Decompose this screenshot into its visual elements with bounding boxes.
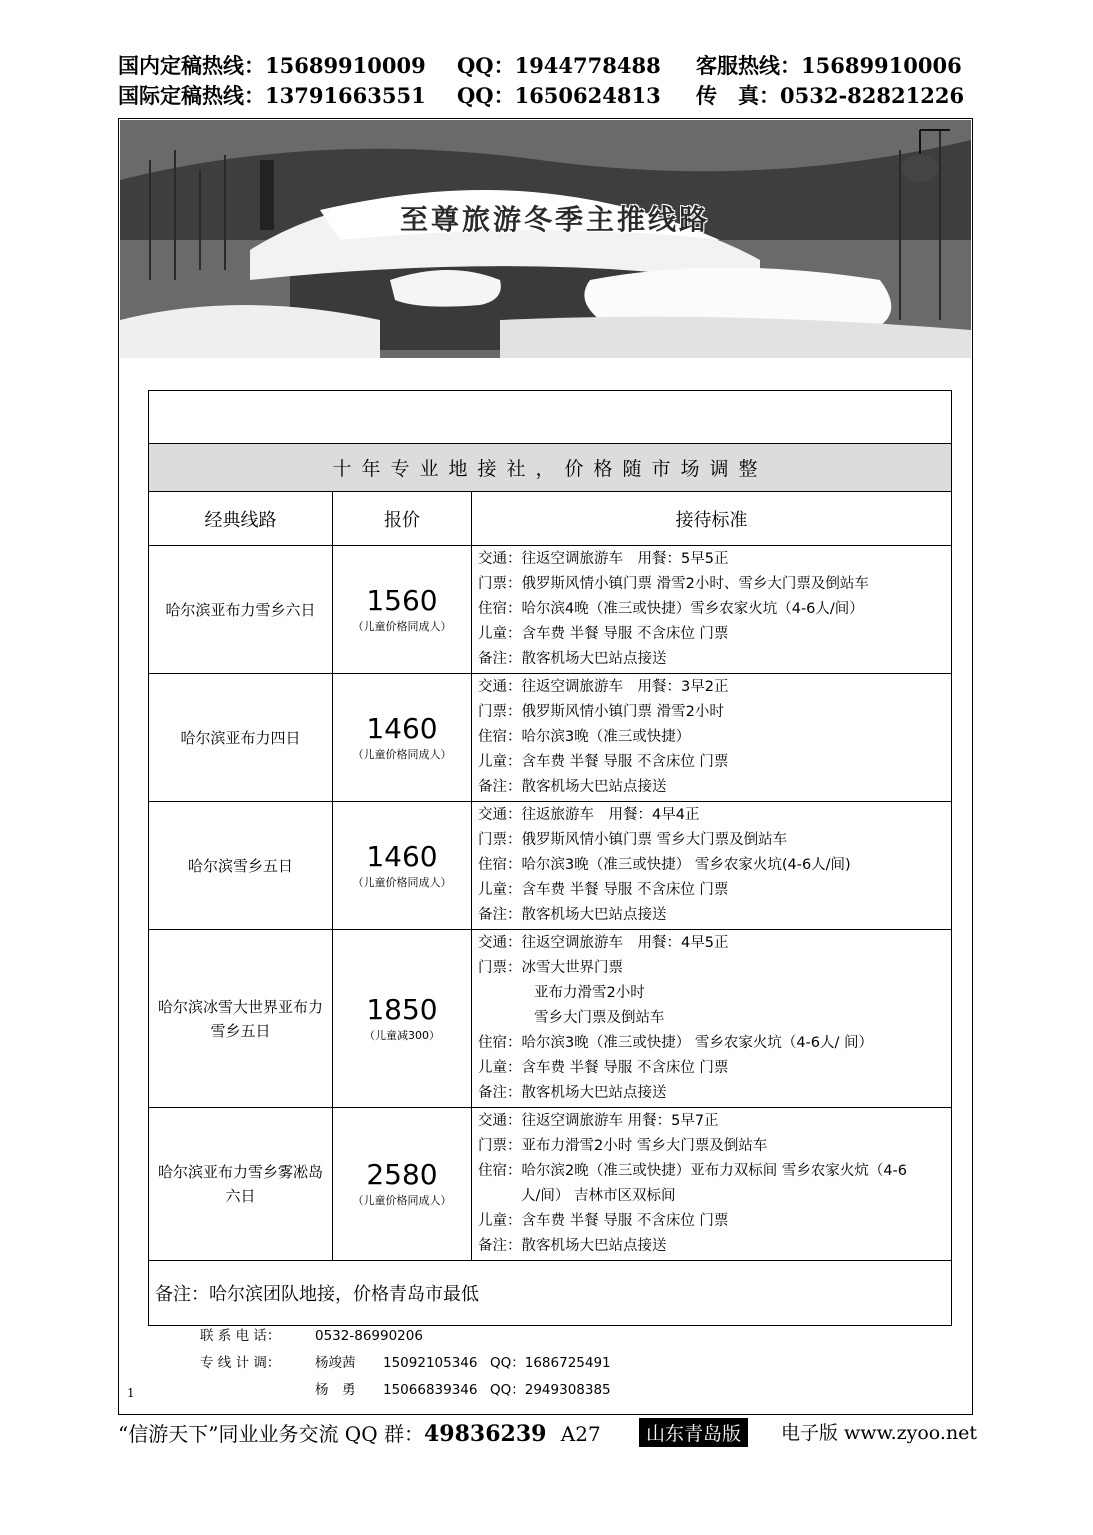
international-hotline: 国际定稿热线：13791663551 — [118, 83, 426, 108]
price-value: 1460 — [366, 711, 438, 745]
slogan-text: 十年专业地接社，价格随市场调整 — [149, 444, 952, 492]
standard-cell — [472, 674, 952, 802]
website-link[interactable]: 电子版 www.zyoo.net — [781, 1422, 978, 1444]
line-label: 专 线 计 调： — [200, 1355, 281, 1371]
standard-line: 门票：亚布力滑雪2小时 雪乡大门票及倒站车 — [478, 1138, 768, 1154]
fax-number: 传 真：0532-82821226 — [696, 83, 965, 108]
standard-line: 住宿：哈尔滨3晚（准三或快捷） — [478, 729, 691, 745]
qq-group-number: 49836239 — [423, 1421, 547, 1447]
standard-cell — [472, 930, 952, 1108]
table-row — [149, 802, 952, 930]
price-note: （儿童价格同成人） — [352, 619, 452, 633]
price-value: 1560 — [366, 583, 438, 617]
table-row — [149, 546, 952, 674]
standard-line: 住宿：哈尔滨3晚（准三或快捷） 雪乡农家火坑(4-6人/间) — [478, 857, 851, 873]
person-phone: 15066839346 — [383, 1382, 478, 1398]
person-qq: QQ：1686725491 — [490, 1355, 611, 1371]
standard-line: 人/间） 吉林市区双标间 — [521, 1188, 676, 1204]
table-note-row — [149, 1261, 952, 1326]
standard-line: 备注：散客机场大巴站点接送 — [478, 907, 667, 923]
table-blank-row — [149, 391, 952, 444]
standard-cell — [472, 802, 952, 930]
table-note: 备注：哈尔滨团队地接，价格青岛市最低 — [149, 1261, 952, 1326]
standard-line: 儿童：含车费 半餐 导服 不含床位 门票 — [478, 882, 729, 898]
price-value: 1850 — [366, 992, 438, 1026]
standard-cell — [472, 546, 952, 674]
standard-line: 门票：俄罗斯风情小镇门票 滑雪2小时 — [478, 704, 724, 720]
standard-line: 交通：往返旅游车 用餐：4早4正 — [478, 807, 700, 823]
service-hotline: 客服热线：15689910006 — [696, 53, 962, 78]
standard-line: 儿童：含车费 半餐 导服 不含床位 门票 — [478, 626, 729, 642]
standard-line: 交通：往返空调旅游车 用餐：5早5正 — [478, 551, 729, 567]
price-cell — [333, 546, 472, 674]
price-cell — [333, 1108, 472, 1261]
snow-scene-illustration — [120, 120, 971, 358]
edition-badge: 山东青岛版 — [639, 1418, 748, 1447]
route-name: 哈尔滨亚布力四日 — [149, 674, 333, 802]
price-note: （儿童价格同成人） — [352, 1194, 452, 1207]
person-name: 杨竣茜 — [315, 1355, 356, 1371]
route-name: 哈尔滨雪乡五日 — [149, 802, 333, 930]
route-name: 哈尔滨冰雪大世界亚布力雪乡五日 — [149, 930, 333, 1108]
standard-line: 儿童：含车费 半餐 导服 不含床位 门票 — [478, 1213, 729, 1229]
price-value: 1460 — [366, 839, 438, 873]
footer-qq-group — [118, 1418, 601, 1447]
standard-line: 备注：散客机场大巴站点接送 — [478, 1238, 667, 1254]
standard-line: 备注：散客机场大巴站点接送 — [478, 1085, 667, 1101]
standard-line: 亚布力滑雪2小时 — [534, 985, 645, 1001]
domestic-hotline: 国内定稿热线：15689910009 — [118, 53, 426, 78]
column-header-standard: 接待标准 — [472, 492, 952, 546]
column-header-route: 经典线路 — [149, 492, 333, 546]
standard-line: 备注：散客机场大巴站点接送 — [478, 779, 667, 795]
person-phone: 15092105346 — [383, 1355, 478, 1371]
standard-line: 儿童：含车费 半餐 导服 不含床位 门票 — [478, 1060, 729, 1076]
standard-cell — [472, 1108, 952, 1261]
price-cell — [333, 802, 472, 930]
route-name: 哈尔滨亚布力雪乡六日 — [149, 546, 333, 674]
standard-line: 交通：往返空调旅游车 用餐：3早2正 — [478, 679, 729, 695]
standard-line: 门票：俄罗斯风情小镇门票 雪乡大门票及倒站车 — [478, 832, 788, 848]
route-name: 哈尔滨亚布力雪乡雾凇岛六日 — [149, 1108, 333, 1261]
table-row — [149, 930, 952, 1108]
standard-line: 门票：冰雪大世界门票 — [478, 960, 623, 976]
standard-line: 儿童：含车费 半餐 导服 不含床位 门票 — [478, 754, 729, 770]
standard-line: 备注：散客机场大巴站点接送 — [478, 651, 667, 667]
column-header-price: 报价 — [333, 492, 472, 546]
person-name: 杨 勇 — [315, 1382, 356, 1398]
standard-line: 住宿：哈尔滨3晚（准三或快捷） 雪乡农家火坑（4-6人/ 间） — [478, 1035, 874, 1051]
table-header-row — [149, 492, 952, 546]
international-qq: QQ：1650624813 — [457, 83, 661, 108]
price-note: （儿童减300） — [364, 1028, 440, 1042]
page-code: A27 — [560, 1422, 601, 1446]
price-note: （儿童价格同成人） — [352, 875, 452, 889]
price-note: （儿童价格同成人） — [352, 747, 452, 761]
standard-line: 交通：往返空调旅游车 用餐：5早7正 — [478, 1113, 719, 1129]
table-slogan-row — [149, 444, 952, 492]
price-cell — [333, 674, 472, 802]
price-cell — [333, 930, 472, 1108]
table-row — [149, 1108, 952, 1261]
footer-text: “信游天下”同业业务交流 QQ 群： — [118, 1422, 424, 1446]
banner-title: 至尊旅游冬季主推线路 — [400, 203, 711, 236]
phone-number: 0532-86990206 — [315, 1328, 423, 1344]
person-qq: QQ：2949308385 — [490, 1382, 611, 1398]
snow-village-banner-image — [120, 120, 971, 358]
domestic-qq: QQ：1944778488 — [457, 53, 661, 78]
route-price-table — [148, 390, 952, 1326]
standard-line: 门票：俄罗斯风情小镇门票 滑雪2小时、雪乡大门票及倒站车 — [478, 576, 869, 592]
table-row — [149, 674, 952, 802]
phone-label: 联 系 电 话： — [200, 1328, 281, 1344]
standard-line: 雪乡大门票及倒站车 — [534, 1010, 665, 1026]
price-value: 2580 — [366, 1158, 438, 1191]
standard-line: 交通：往返空调旅游车 用餐：4早5正 — [478, 935, 729, 951]
standard-line: 住宿：哈尔滨2晚（准三或快捷）亚布力双标间 雪乡农家火炕（4-6 — [478, 1163, 908, 1179]
page-number: 1 — [127, 1386, 135, 1400]
standard-line: 住宿：哈尔滨4晚（准三或快捷）雪乡农家火坑（4-6人/间） — [478, 601, 864, 617]
